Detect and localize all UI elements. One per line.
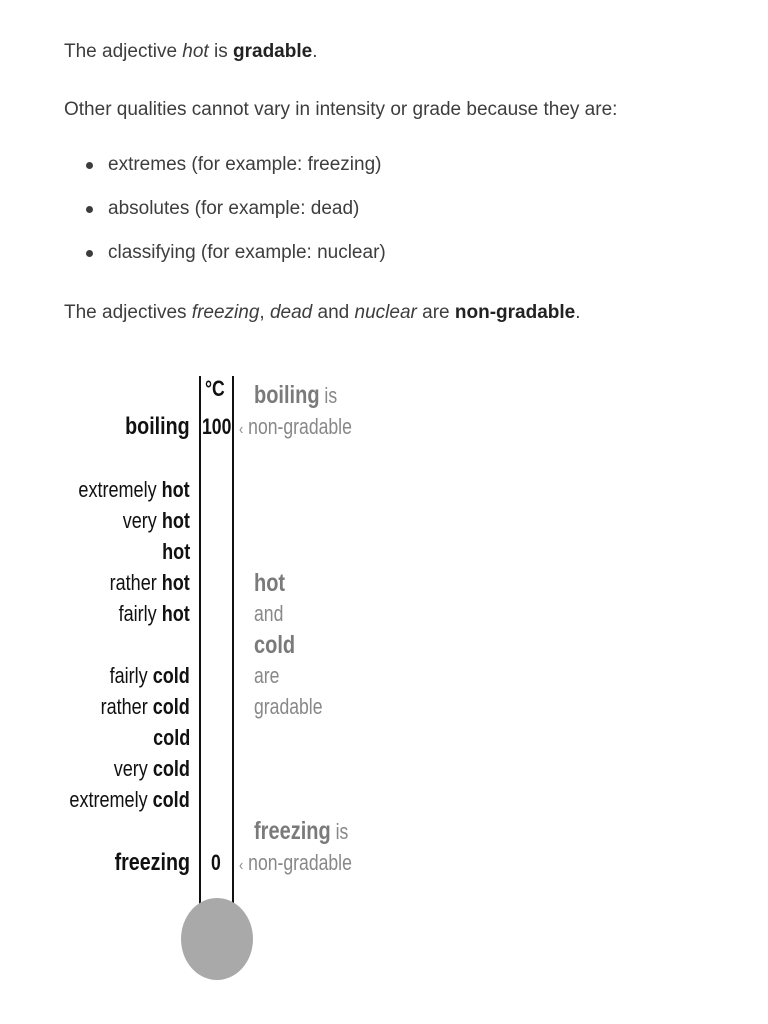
celsius-unit: °C bbox=[205, 376, 225, 401]
scale-label-core: boiling bbox=[125, 413, 190, 440]
scale-label-boiling bbox=[126, 414, 190, 440]
scale-label bbox=[153, 725, 190, 751]
list-item bbox=[88, 154, 382, 176]
scale-label bbox=[114, 756, 190, 782]
list-item bbox=[88, 242, 386, 264]
scale-label-core: hot bbox=[161, 477, 190, 502]
list-item-label: classifying (for example: nuclear) bbox=[108, 242, 386, 263]
note-gradable: gradable bbox=[254, 694, 323, 719]
scale-label bbox=[70, 787, 190, 813]
thermometer-tube bbox=[199, 376, 234, 904]
scale-label bbox=[119, 601, 190, 627]
bullet-dot-icon bbox=[86, 162, 93, 169]
note-non-gradable: non-gradable bbox=[243, 850, 352, 875]
scale-label-freezing bbox=[115, 850, 190, 876]
note-freezing-non-gradable bbox=[239, 850, 352, 879]
note-non-gradable: non-gradable bbox=[243, 414, 352, 439]
bullet-dot-icon bbox=[86, 206, 93, 213]
intro-end: . bbox=[312, 41, 318, 62]
scale-label-core: hot bbox=[161, 570, 190, 595]
scale-label-modifier: very bbox=[113, 756, 153, 781]
note-hot bbox=[254, 570, 285, 597]
conclusion-line bbox=[64, 301, 581, 325]
conclusion-sep: and bbox=[312, 302, 355, 323]
intro-mid: is bbox=[208, 41, 233, 62]
list-item-label: extremes (for example: freezing) bbox=[108, 154, 382, 175]
note-is: is bbox=[330, 819, 349, 844]
conclusion-prefix: The adjectives bbox=[64, 302, 192, 323]
note-freezing-word: freezing bbox=[254, 817, 331, 845]
scale-label-core: cold bbox=[152, 694, 190, 719]
bullet-dot-icon bbox=[86, 250, 93, 257]
intro-gradable-bold: gradable bbox=[233, 41, 313, 62]
temperature-100: 100 bbox=[202, 414, 232, 439]
scale-label-modifier: extremely bbox=[78, 477, 162, 502]
scale-label bbox=[101, 694, 190, 720]
conclusion-non-gradable-bold: non-gradable bbox=[454, 302, 576, 323]
note-cold-word: cold bbox=[254, 631, 296, 659]
arrow-left-icon: ‹ bbox=[239, 421, 244, 438]
conclusion-sep: , bbox=[259, 302, 270, 323]
note-cold bbox=[254, 632, 295, 659]
note-are: are bbox=[254, 663, 280, 688]
intro-line-other-qualities: Other qualities cannot vary in intensity or grade because they are: bbox=[64, 99, 618, 120]
note-is: is bbox=[319, 383, 338, 408]
list-item-label: absolutes (for example: dead) bbox=[108, 198, 360, 219]
scale-label-core: cold bbox=[152, 756, 190, 781]
conclusion-mid: are bbox=[416, 302, 455, 323]
note-boiling-word: boiling bbox=[254, 381, 320, 409]
scale-label-core: cold bbox=[152, 663, 190, 688]
scale-label-modifier: very bbox=[122, 508, 162, 533]
note-freezing-is bbox=[254, 818, 348, 845]
scale-label-core: hot bbox=[161, 601, 190, 626]
scale-label-modifier: fairly bbox=[109, 663, 153, 688]
word-dead: dead bbox=[269, 302, 313, 323]
intro-line-gradable bbox=[64, 40, 317, 64]
scale-label-core: hot bbox=[161, 539, 190, 564]
scale-label-core: freezing bbox=[114, 849, 190, 876]
note-and: and bbox=[254, 601, 284, 626]
note-boiling-non-gradable bbox=[239, 414, 352, 443]
scale-label-modifier: extremely bbox=[69, 787, 153, 812]
scale-label-modifier: rather bbox=[100, 694, 153, 719]
intro-prefix: The adjective bbox=[64, 41, 183, 62]
intro-word-hot: hot bbox=[182, 41, 209, 62]
scale-label-modifier: fairly bbox=[118, 601, 162, 626]
arrow-left-icon: ‹ bbox=[239, 857, 244, 874]
word-nuclear: nuclear bbox=[354, 302, 417, 323]
word-freezing: freezing bbox=[191, 302, 260, 323]
scale-label-core: cold bbox=[152, 787, 190, 812]
note-boiling-is bbox=[254, 382, 337, 409]
scale-label-core: cold bbox=[152, 725, 190, 750]
scale-label bbox=[110, 663, 190, 689]
temperature-0: 0 bbox=[211, 850, 221, 875]
scale-label bbox=[79, 477, 190, 503]
scale-label-modifier: rather bbox=[109, 570, 162, 595]
scale-label bbox=[110, 570, 190, 596]
scale-label-core: hot bbox=[161, 508, 190, 533]
note-hot-word: hot bbox=[254, 569, 286, 597]
thermometer-bulb-icon bbox=[181, 898, 253, 980]
list-item bbox=[88, 198, 359, 220]
scale-label bbox=[162, 539, 190, 565]
conclusion-end: . bbox=[575, 302, 581, 323]
scale-label bbox=[123, 508, 190, 534]
